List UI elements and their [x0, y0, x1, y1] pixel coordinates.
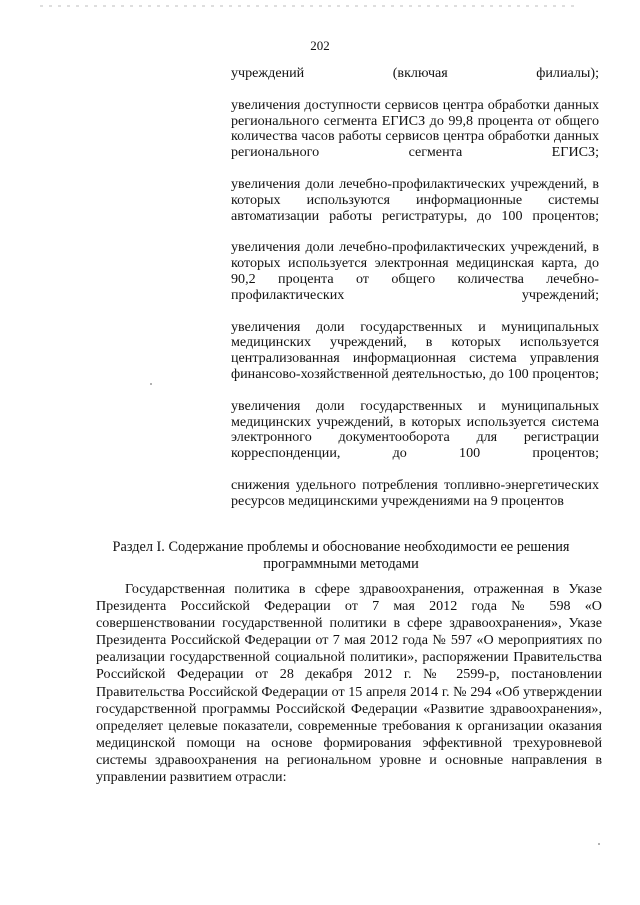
page-number: 202: [310, 38, 330, 53]
section-heading: Раздел I. Содержание проблемы и обоснование необходимости ее решения программными методами: [112, 539, 570, 572]
bullet-item: увеличения доли государственных и муниципальных медицинских учреждений, в которых используется централизованная информационная система управления финансово-хозяйственной деятельностью, до 100 процентов;: [231, 318, 599, 383]
scan-speck: [150, 383, 152, 385]
bullet-item: снижения удельного потребления топливно-энергетических ресурсов медицинскими учреждениями на 9 процентов: [231, 476, 599, 509]
bullet-item: увеличения доли лечебно-профилактических учреждений, в которых используется электронная медицинская карта, до 90,2 процента от общего количества лечебно-профилактических учреждений;: [231, 239, 599, 303]
bullet-list: [231, 66, 599, 510]
bullet-item: учреждений (включая филиалы);: [231, 65, 599, 81]
body-paragraph: Государственная политика в сфере здравоохранения, отраженная в Указе Президента Российской Федерации от 7 мая 2012 года № 598 «О совершенствовании государственной политики в сфере здравоохранения», Указе Президента Российской Федерации от 7 мая 2012 года № 597 «О мероприятиях по реализации государственной социальной политики», распоряжении Правительства Российской Федерации от 28 декабря 2012 г. № 2599-р, постановлении Правительства Российской Федерации от 15 апреля 2014 г. № 294 «Об утверждении государственной программы Российской Федерации «Развитие здравоохранения», определяет целевые показатели, современные требования к организации оказания медицинской помощи на основе формирования эффективной трехуровневой системы здравоохранения на региональном уровне и основные направления в управлении развитием отрасли:: [96, 581, 602, 786]
bullet-item: увеличения доли лечебно-профилактических учреждений, в которых используются информационные системы автоматизации работы регистратуры, до 100 процентов;: [231, 175, 599, 224]
scan-noise-strip: [40, 5, 580, 7]
scan-speck: [598, 843, 600, 845]
bullet-item: увеличения доли государственных и муниципальных медицинских учреждений, в которых используется система электронного документооборота для регистрации корреспонденции, до 100 процентов;: [231, 397, 599, 462]
bullet-item: увеличения доступности сервисов центра обработки данных регионального сегмента ЕГИСЗ до 99,8 процента от общего количества часов работы сервисов центра обработки данных регионального сегмента ЕГИСЗ;: [231, 96, 599, 161]
